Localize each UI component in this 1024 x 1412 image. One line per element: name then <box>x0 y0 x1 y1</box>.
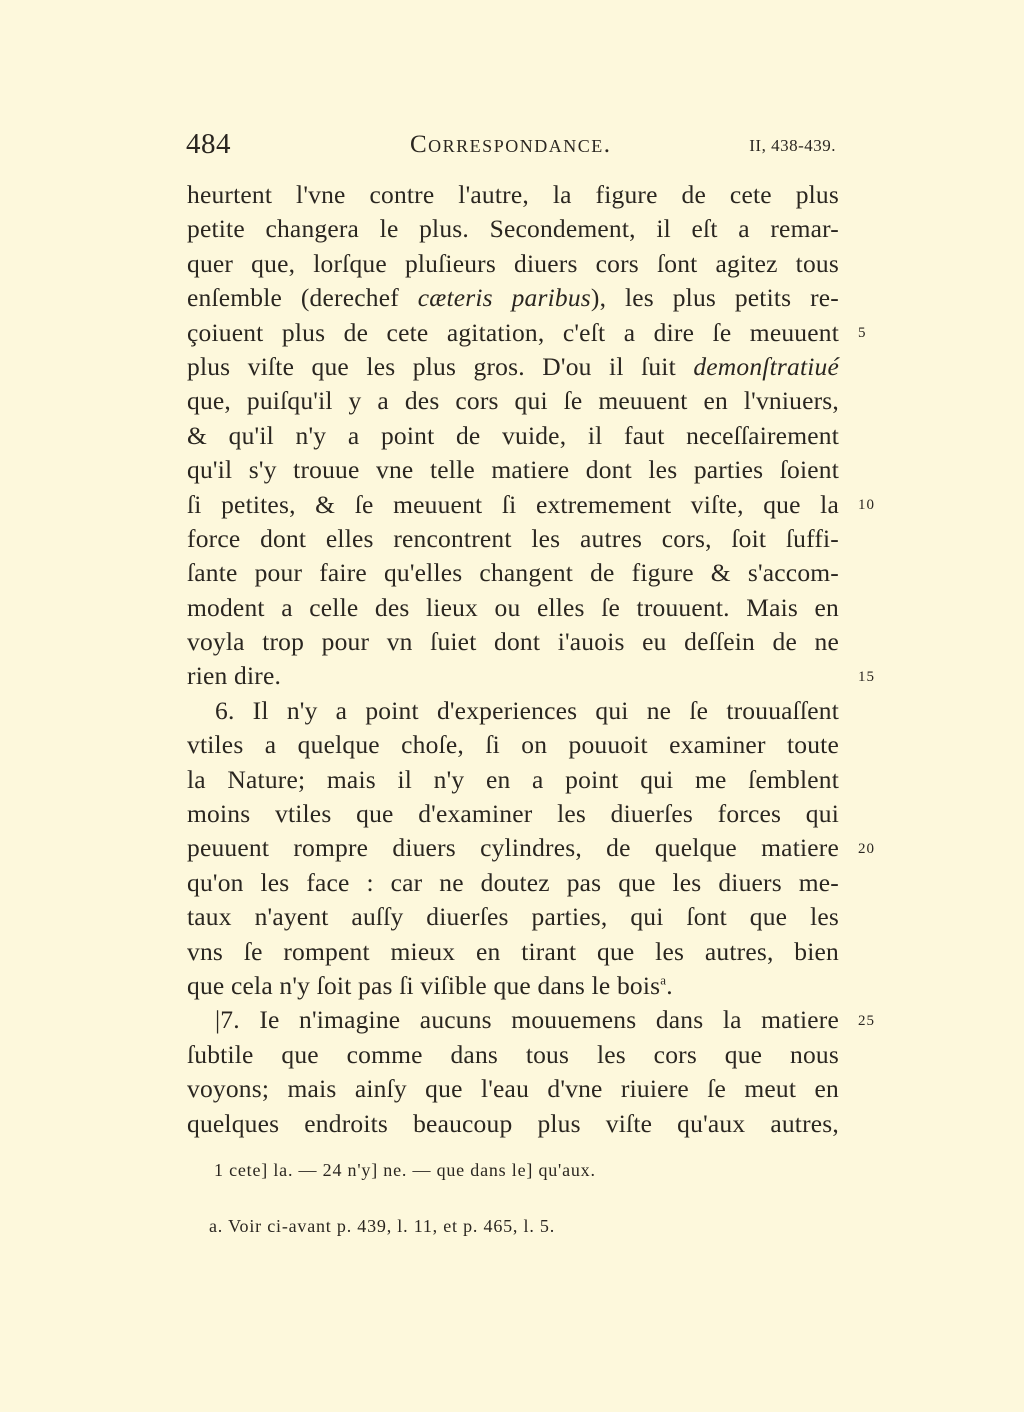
line-number: 15 <box>858 668 875 685</box>
text-line <box>187 1038 839 1072</box>
text-line <box>187 900 839 934</box>
text-line <box>187 763 839 797</box>
text-segment: ſante pour faire qu'elles changent de figure & s'accom- <box>187 558 839 588</box>
text-line <box>187 728 839 762</box>
italic-phrase: cæteris paribus <box>417 283 591 313</box>
text-segment: ), les plus petits re- <box>590 283 839 313</box>
text-segment: petite changera le plus. Secondement, il eſt a remar- <box>187 214 839 244</box>
text-line <box>187 247 839 281</box>
text-segment: plus viſte que les plus gros. D'ou il ſuit <box>187 351 694 381</box>
text-line <box>187 969 839 1003</box>
text-segment: que cela n'y ſoit pas ſi viſible que dans le bois <box>187 970 661 1000</box>
header-title: Correspondance. <box>410 131 612 158</box>
text-line <box>187 384 839 418</box>
variant-readings: 1 cete] la. — 24 n'y] ne. — que dans le] qu'aux. <box>214 1160 596 1180</box>
line-number: 20 <box>858 840 875 857</box>
text-segment: 6. Il n'y a point d'experiences qui ne ſe trouuaſſent <box>215 695 839 725</box>
text-line <box>187 281 839 315</box>
text-line <box>187 350 839 384</box>
text-line <box>187 625 839 659</box>
text-segment: taux n'ayent auſſy diuerſes parties, qui ſont que les <box>187 902 839 932</box>
line-number: 10 <box>858 496 875 513</box>
text-segment: quelques endroits beaucoup plus viſte qu'aux autres, <box>187 1108 839 1138</box>
text-segment: çoiuent plus de cete agitation, c'eſt a dire ſe meuuent <box>187 317 839 347</box>
footnote-marker: a <box>660 972 667 988</box>
text-segment: & qu'il n'y a point de vuide, il faut neceſſairement <box>187 420 839 450</box>
body-text <box>187 178 839 1141</box>
text-segment: force dont elles rencontrent les autres cors, ſoit ſuffi- <box>187 523 839 553</box>
text-segment: enſemble (derechef <box>187 283 418 313</box>
line-number: 5 <box>858 324 867 341</box>
text-line <box>187 488 839 522</box>
text-line <box>187 522 839 556</box>
text-segment: ſi petites, & ſe meuuent ſi extremement viſte, que la <box>187 489 839 519</box>
text-line <box>187 453 839 487</box>
text-segment: ſubtile que comme dans tous les cors que nous <box>187 1039 839 1069</box>
text-line <box>187 178 839 212</box>
text-segment: modent a celle des lieux ou elles ſe trouuent. Mais en <box>187 592 839 622</box>
text-line <box>187 831 839 865</box>
text-line <box>187 866 839 900</box>
text-segment: quer que, lorſque pluſieurs diuers cors ſont agitez tous <box>187 248 839 278</box>
text-segment: qu'on les face : car ne doutez pas que les diuers me- <box>187 867 839 897</box>
text-line <box>187 694 839 728</box>
text-segment: moins vtiles que d'examiner les diuerſes forces qui <box>187 799 839 829</box>
header-reference: II, 438-439. <box>749 136 836 155</box>
text-segment: que, puiſqu'il y a des cors qui ſe meuuent en l'vniuers, <box>187 386 839 416</box>
text-segment: vtiles a quelque choſe, ſi on pouuoit examiner toute <box>187 730 839 760</box>
text-segment: rien dire. <box>187 661 282 691</box>
text-segment: voyla trop pour vn ſuiet dont i'auois eu deſſein de ne <box>187 627 839 657</box>
text-line <box>187 591 839 625</box>
text-segment: |7. Ie n'imagine aucuns mouuemens dans la matiere <box>215 1005 839 1035</box>
text-segment: vns ſe rompent mieux en tirant que les autres, bien <box>187 936 839 966</box>
footnote-a: a. Voir ci-avant p. 439, l. 11, et p. 465, l. 5. <box>209 1216 556 1236</box>
page-number: 484 <box>186 128 231 160</box>
text-line <box>187 1107 839 1141</box>
text-line <box>187 659 839 693</box>
text-line <box>187 419 839 453</box>
text-line <box>187 935 839 969</box>
text-line <box>187 797 839 831</box>
text-line <box>187 1003 839 1037</box>
text-segment: . <box>666 970 673 1000</box>
text-line <box>187 316 839 350</box>
text-line <box>187 212 839 246</box>
text-segment: qu'il s'y trouue vne telle matiere dont les parties ſoient <box>187 455 839 485</box>
text-line <box>187 556 839 590</box>
text-segment: la Nature; mais il n'y en a point qui me ſemblent <box>187 764 839 794</box>
text-segment: voyons; mais ainſy que l'eau d'vne riuiere ſe meut en <box>187 1074 839 1104</box>
italic-phrase: demonſtratiué <box>693 351 839 381</box>
running-head <box>186 128 836 168</box>
text-line <box>187 1072 839 1106</box>
line-number: 25 <box>858 1012 875 1029</box>
text-segment: peuuent rompre diuers cylindres, de quelque matiere <box>187 833 839 863</box>
text-segment: heurtent l'vne contre l'autre, la figure de cete plus <box>187 180 839 209</box>
